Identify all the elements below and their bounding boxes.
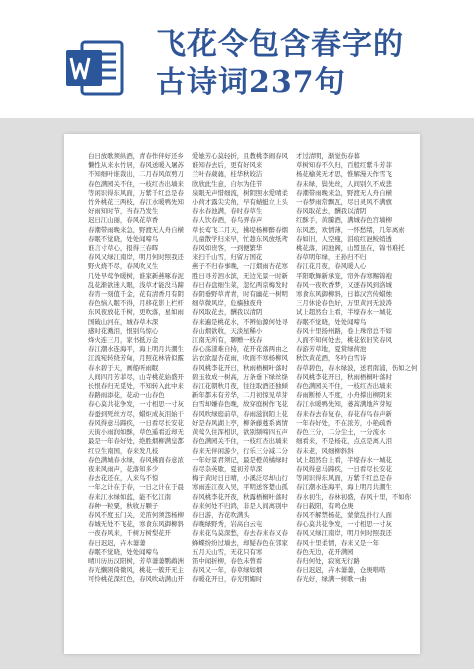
poem-line: 梅子黄时日日晴，小溪泛尽却山行 <box>192 474 288 483</box>
poem-line: 一年之计在于春，一日之计在于晨 <box>88 483 184 492</box>
poem-line: 春归何处，寂寞无行路 <box>296 556 360 565</box>
page-title-line-1: 飞花令包含春字的 <box>156 27 404 62</box>
poem-line: 春色无边，花开满园 <box>296 547 354 556</box>
poem-line: 春风吹绿庭前草，春雨滋润陌上花 <box>192 409 288 418</box>
poem-line: 红酥手，黄縢酒，满城春色宫墙柳 <box>296 216 392 225</box>
poem-line: 春光懒困倚微风，桃花一簇开无主 <box>88 566 184 575</box>
poem-line: 泉眼无声惜细流，树阴照水爱晴柔 <box>192 188 288 197</box>
poem-line: 春潮带雨晚来急，野渡无人舟自横 <box>296 188 392 197</box>
poem-line: 春风又一年，春草绿如烟 <box>192 566 263 575</box>
poem-line: 春风十里柔情，春来又是一年 <box>296 538 380 547</box>
poem-line: 春色满园关不住，一枝红杏出墙来 <box>88 179 184 188</box>
poem-line: 白雪却嫌春色晚，故穿庭树作飞花 <box>192 400 288 409</box>
poem-line: 春山烟欲收，天淡星稀小 <box>192 326 263 335</box>
poem-line: 江南无所有，聊赠一枝春 <box>192 336 263 345</box>
page-title-line-2: 古诗词237句 <box>156 65 346 100</box>
poem-line: 春日春盘细生菜，忽忆两京梅发时 <box>192 280 288 289</box>
poem-line: 等闲识得东风面，万紫千红总是春 <box>88 188 184 197</box>
poem-line: 春蚕到死丝方尽，蜡炬成灰泪始干 <box>88 409 184 418</box>
poem-line: 沾衣欲湿杏花雨，吹面不寒杨柳风 <box>192 354 288 363</box>
poem-line: 几处早莺争暖树，谁家新燕啄春泥 <box>88 271 184 280</box>
poem-line: 春江潮水连海平，海上明月共潮生 <box>88 345 184 354</box>
poem-line: 春路雨添花，花动一山春色 <box>88 391 165 400</box>
poem-line: 不知细叶谁裁出，二月春风似剪刀 <box>88 170 184 179</box>
poem-line: 乱花渐欲迷人眼，浅草才能没马蹄 <box>88 280 184 289</box>
poem-line: 春水碧于天，画船听雨眠 <box>88 363 159 372</box>
poem-line: 春日载阳，有鸣仓庚 <box>296 501 354 510</box>
poem-line: 懒性从来水竹居，春风送暖入屠苏 <box>88 161 184 170</box>
poem-line: 春草碧色，春水绿波，送君南浦，伤如之何 <box>296 363 418 372</box>
poem-line: 春风取花去，酬我以清阴 <box>192 308 263 317</box>
poem-line: 春风取花去，酬我以清阴 <box>296 207 367 216</box>
text-column-3 <box>296 152 418 585</box>
poem-line: 春江花月夜，春风暖人心 <box>296 262 367 271</box>
poem-line: 欣欣此生意，自尔为佳节 <box>192 179 263 188</box>
poem-line: 春宵一刻值千金，花有清香月有阴 <box>88 290 184 299</box>
poem-line: 一夜春风来，千树万树梨花开 <box>88 529 172 538</box>
poem-line: 才过清明，渐觉伤春暮 <box>296 152 360 160</box>
poem-line: 一年春好处，不在浓芳，小艳疏香 <box>296 418 392 427</box>
poem-line: 春眠不觉晓，处处闻啼鸟 <box>88 234 159 243</box>
poem-line: 春去花还在，人来鸟不惊 <box>88 474 159 483</box>
poem-line: 春水春池满，春时春草生 <box>192 207 263 216</box>
poem-line: 春日游，杏花吹满头 <box>192 510 250 519</box>
text-column-2 <box>192 152 292 585</box>
poem-line: 春人饮春酒，春鸟弄春声 <box>192 216 263 225</box>
poem-line: 爱她芳心莫轻折，且教桃李闹春风 <box>192 152 288 160</box>
poem-line: 红豆生南国，春来发几枝 <box>88 446 159 455</box>
poem-line: 春心莫共花争发，一寸相思一寸灰 <box>296 520 392 529</box>
poem-line: 细看来，不是杨花，点点是离人泪 <box>296 437 392 446</box>
poem-line: 春来春去春复春，春花春鸟春声新 <box>296 409 392 418</box>
poem-line: 竹外桃花三两枝，春江水暖鸭先知 <box>88 198 184 207</box>
poem-line: 小荷才露尖尖角，早有蜻蜓立上头 <box>192 198 288 207</box>
poem-line: 春日迟迟，卉木萋萋 <box>88 538 146 547</box>
poem-line: 东风夜放花千树，更吹落，星如雨 <box>88 308 184 317</box>
poem-line: 兰叶春葳蕤，桂华秋皎洁 <box>192 170 263 179</box>
poem-line: 五月天山雪，无花只有寒 <box>192 547 263 556</box>
poem-line: 春风十里扬州路，卷上珠帘总不如 <box>296 326 392 335</box>
poem-line: 春草明年绿，王孙归不归 <box>296 253 367 262</box>
poem-line: 春江潮水连海平，海上明月共潮生 <box>296 483 392 492</box>
poem-line: 长恨春归无觅处，不知转入此中来 <box>88 382 184 391</box>
poem-line: 春未老，风细柳斜斜 <box>296 446 354 455</box>
poem-line: 江流宛转绕芳甸，月照花林皆似霰 <box>88 354 184 363</box>
poem-line: 春来遍是桃花水，不辨仙源何处寻 <box>192 317 288 326</box>
poem-line: 人面不知何处去，桃花依旧笑春风 <box>296 336 392 345</box>
poem-line: 寒食东风御柳斜，日暮汉宫传蜡烛 <box>296 290 392 299</box>
poem-line: 春风不度玉门关，羌笛何须怨杨柳 <box>88 510 184 519</box>
poem-line: 来扫千山雪，归留万国花 <box>192 253 263 262</box>
poem-line: 迟日江山丽，春风花草香 <box>88 216 159 225</box>
poem-line: 最是一年春好处，绝胜烟柳满皇都 <box>88 437 184 446</box>
poem-line: 春风得意马蹄疾，一日看尽长安花 <box>296 464 392 473</box>
poem-line: 东风恶，欢情薄，一怀愁绪，几年离索 <box>296 225 405 234</box>
poem-line: 春眠不觉晓，处处闻啼鸟 <box>296 317 367 326</box>
poem-line: 春来无伴闲游少，行乐三分减二分 <box>192 446 288 455</box>
poem-line: 春心荡漾难自持，花开花落两由之 <box>192 345 288 354</box>
poem-line: 国破山河在，城春草木深 <box>88 317 159 326</box>
poem-line: 好雨知时节，当春乃发生 <box>88 207 159 216</box>
poem-line: 春眠不觉晓，处处闻啼鸟 <box>88 547 159 556</box>
poem-line: 草长莺飞二月天，拂堤杨柳醉春烟 <box>192 225 288 234</box>
poem-line: 一春梦雨常飘瓦，尽日灵风不满旗 <box>296 198 392 207</box>
poem-line: 春如旧，人空瘦，泪痕红浥鲛绡透 <box>296 234 392 243</box>
poem-line: 春暖花开日，春光明媚时 <box>192 575 263 584</box>
poem-line: 燕子不归春事晚，一汀烟雨杏花寒 <box>192 262 288 271</box>
poem-line: 春未绿，鬓先丝，人间别久不成悲 <box>296 179 392 188</box>
poem-line: 晴川历历汉阳树，芳草萋萋鹦鹉洲 <box>88 556 184 565</box>
poem-line: 春风不解禁杨花，蒙蒙乱扑行人面 <box>296 510 392 519</box>
poem-line: 草树知春不久归，百般红紫斗芳菲 <box>296 161 392 170</box>
poem-line: 春风桃李花开日，秋雨梧桐叶落时 <box>192 363 288 372</box>
poem-line: 春色恼人眠不得，月移花影上栏杆 <box>88 299 184 308</box>
poem-line: 春色三分，二分尘土，一分流水 <box>296 428 386 437</box>
poem-line: 春江花朝秋月夜，往往取酒还独倾 <box>192 382 288 391</box>
poem-line: 人间四月芳菲尽，山寺桃花始盛开 <box>88 372 184 381</box>
poem-line: 春色满园关不住，一枝红杏出墙来 <box>192 437 288 446</box>
poem-line: 新年都未有芳华，二月初惊见草芽 <box>192 391 288 400</box>
poem-line: 野火烧不尽，春风吹又生 <box>88 262 159 271</box>
poem-line: 试上超然台上看，半壕春水一城花 <box>296 455 392 464</box>
poem-line: 杨花榆荚无才思，惟解漫天作雪飞 <box>296 170 392 179</box>
poem-line: 平阳歌舞新承宠，帘外春寒赐锦袍 <box>296 271 392 280</box>
poem-line: 夜来风雨声，花落知多少 <box>88 464 159 473</box>
poem-line: 黄莺久住浑相识，欲别频啼四五声 <box>192 428 288 437</box>
text-column-1 <box>88 152 188 585</box>
poem-line: 笛中闻折柳，春色未曾看 <box>192 556 263 565</box>
poem-line: 秋饮黄花酒，冬吟白雪诗 <box>296 354 367 363</box>
poem-line: 春心莫共花争发，一寸相思一寸灰 <box>88 400 184 409</box>
poem-line: 胜日寻芳泗水滨，无边光景一时新 <box>192 271 288 280</box>
poem-line: 试上超然台上看，半壕春水一城花 <box>296 308 392 317</box>
poem-line: 天街小雨润如酥，草色遥看近却无 <box>88 428 184 437</box>
poem-line: 春水初生，春林初盛，春风十里，不如你 <box>296 492 412 501</box>
document-header <box>0 0 474 118</box>
poem-line: 春风桃李花开夜，秋露梧桐叶落时 <box>192 492 288 501</box>
poem-line: 春风如贵客，一到便繁华 <box>192 244 263 253</box>
poem-line: 春色满园关不住，一枝红杏出墙来 <box>296 382 392 391</box>
poem-line: 烽火连三月，家书抵万金 <box>88 336 159 345</box>
poem-line: 可怜桃花深红色，春风吹动满山开 <box>88 575 184 584</box>
poem-line: 春种一粒粟，秋收万颗子 <box>88 501 159 510</box>
poem-line: 春风一夜吹香梦，又逐春风到洛城 <box>296 280 392 289</box>
poem-line: 春晚绿野秀，岩高白云屯 <box>192 520 263 529</box>
poem-line: 感时花溅泪，恨别鸟惊心 <box>88 326 159 335</box>
word-document-icon <box>62 36 126 100</box>
poem-line: 寒雨连江夜入吴，平明送客楚山孤 <box>192 483 288 492</box>
poem-line: 蜂蝶纷纷过墙去，却疑春色在邻家 <box>192 538 288 547</box>
poem-line: 春风又绿江南岸，明月何时照我还 <box>296 529 392 538</box>
poem-line: 春江水暖鸭先知，蒌蒿满地芦芽短 <box>296 400 392 409</box>
poem-line: 春风桃李花开日，秋雨梧桐叶落时 <box>296 372 392 381</box>
poem-line: 春游芳草地，夏赏绿荷池 <box>296 345 367 354</box>
poem-line: 细草微风岸，危樯独夜舟 <box>192 299 263 308</box>
poem-line: 春来花鸟莫深愁，春去春来春又春 <box>192 529 288 538</box>
poem-line: 谁知春去后，更有好风来 <box>192 161 263 170</box>
poem-line: 春尽杂英歇，夏初芳草深 <box>192 464 263 473</box>
poem-line: 春潮带雨晚来急，野渡无人舟自横 <box>88 225 184 234</box>
poem-line: 一年好景君须记，最是橙黄橘绿时 <box>192 455 288 464</box>
poem-line: 桃花落，闲池阁，山盟虽在，锦书难托 <box>296 244 405 253</box>
poem-line: 春城无处不飞花，寒食东风御柳斜 <box>88 520 184 529</box>
poem-line: 儿童散学归来早，忙趁东风放纸鸢 <box>192 234 288 243</box>
poem-line: 春阴垂野草青青，时有幽花一树明 <box>192 290 288 299</box>
poem-line: 春风得意马蹄疾，一日看尽长安花 <box>88 418 184 427</box>
poem-line: 等闲识得东风面，万紫千红总是春 <box>296 474 392 483</box>
poem-line: 春雨断桥人不度，小舟撑出柳阴来 <box>296 391 392 400</box>
poem-line: 碧玉妆成一树高，万条垂下绿丝绦 <box>192 372 288 381</box>
poem-line: 春光好，绿满一树歌一曲 <box>296 575 367 584</box>
poem-line: 三月休论春色好，万里黄河无波涛 <box>296 299 392 308</box>
poem-line: 春风又绿江南岸，明月何时照我还 <box>88 253 184 262</box>
poem-line: 春来江水绿如蓝，能不忆江南 <box>88 492 172 501</box>
document-page <box>64 134 420 654</box>
poem-line: 谁言寸草心，报得三春晖 <box>88 244 159 253</box>
poem-line: 春色满城春水绿，春风拂面春意浓 <box>88 455 184 464</box>
poem-line: 春来何处不归鸿，非是人间离别中 <box>192 501 288 510</box>
poem-line: 春日迟迟，卉木萋萋，仓庚喈喈 <box>296 566 386 575</box>
poem-line: 好是春风湖上亭，柳条藤蔓系离情 <box>192 418 288 427</box>
poem-line: 白日放歌须纵酒，青春作伴好还乡 <box>88 152 184 160</box>
